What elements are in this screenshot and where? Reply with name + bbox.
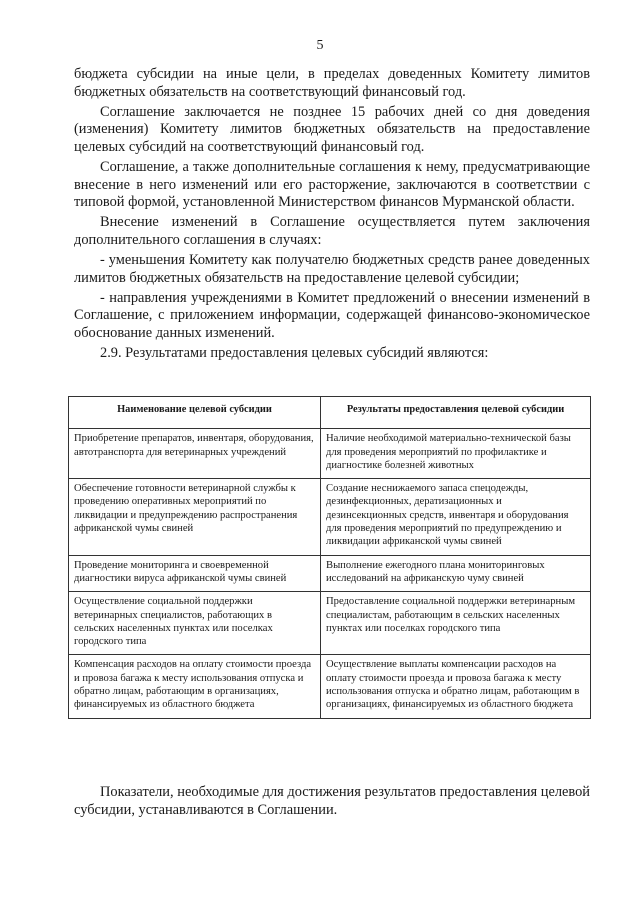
table-row xyxy=(69,479,591,555)
table-cell: Осуществление социальной поддержки ветеринарных специалистов, работающих в сельских населенных пунктах или поселках городского типа xyxy=(69,592,321,655)
paragraph: Соглашение заключается не позднее 15 рабочих дней со дня доведения (изменения) Комитету лимитов бюджетных обязательств на предоставление целевых субсидий на соответствующий финансовый год. xyxy=(74,103,590,155)
subsidy-results-table xyxy=(68,396,591,719)
table-cell: Выполнение ежегодного плана мониторинговых исследований на африканскую чуму свиней xyxy=(321,555,591,592)
table-header-row xyxy=(69,397,591,429)
paragraph: бюджета субсидии на иные цели, в пределах доведенных Комитету лимитов бюджетных обязательств на соответствующий финансовый год. xyxy=(74,66,590,100)
column-header-results: Результаты предоставления целевой субсидии xyxy=(321,397,591,429)
table-cell: Осуществление выплаты компенсации расходов на оплату стоимости проезда и провоза багажа к месту использования отпуска и обратно лицам, работающим в организациях, финансируемых из областного бюджета xyxy=(321,655,591,718)
table-row xyxy=(69,592,591,655)
paragraph: Внесение изменений в Соглашение осуществляется путем заключения дополнительного соглашения в случаях: xyxy=(74,214,590,248)
column-header-subsidy-name: Наименование целевой субсидии xyxy=(69,397,321,429)
closing-paragraph: Показатели, необходимые для достижения результатов предоставления целевой субсидии, устанавливаются в Соглашении. xyxy=(74,784,590,818)
list-item: - направления учреждениями в Комитет предложений о внесении изменений в Соглашение, с приложением информации, содержащей финансово-экономическое обоснование данных изменений. xyxy=(74,289,590,341)
paragraph: Соглашение, а также дополнительные соглашения к нему, предусматривающие внесение в него изменений или его расторжение, заключаются в соответствии с типовой формой, установленной Министерством финансов Мурманской области. xyxy=(74,158,590,211)
table-cell: Компенсация расходов на оплату стоимости проезда и провоза багажа к месту использования отпуска и обратно лицам, работающим в организациях, финансируемых из областного бюджета xyxy=(69,655,321,718)
table-cell: Приобретение препаратов, инвентаря, оборудования, автотранспорта для ветеринарных учреждений xyxy=(69,429,321,479)
table-cell: Предоставление социальной поддержки ветеринарным специалистам, работающим в сельских населенных пунктах или поселках городского типа xyxy=(321,592,591,655)
list-item: - уменьшения Комитету как получателю бюджетных средств ранее доведенных лимитов бюджетных обязательств на предоставление целевой субсидии; xyxy=(74,251,590,286)
table-row xyxy=(69,429,591,479)
table-row xyxy=(69,655,591,718)
page-number: 5 xyxy=(316,38,324,53)
table-cell: Обеспечение готовности ветеринарной службы к проведению оперативных мероприятий по ликвидации и предупреждению распространения африканской чумы свиней xyxy=(69,479,321,555)
body-text xyxy=(74,66,590,365)
table-cell: Проведение мониторинга и своевременной диагностики вируса африканской чумы свиней xyxy=(69,555,321,592)
table-cell: Наличие необходимой материально-технической базы для проведения мероприятий по профилактике и диагностике болезней животных xyxy=(321,429,591,479)
table-cell: Создание неснижаемого запаса спецодежды, дезинфекционных, дератизационных и дезинсекционных средств, инвентаря и оборудования для проведения мероприятий по предупреждению и ликвидации африканской чумы свиней xyxy=(321,479,591,555)
table-row xyxy=(69,555,591,592)
section-heading: 2.9. Результатами предоставления целевых субсидий являются: xyxy=(100,344,489,361)
